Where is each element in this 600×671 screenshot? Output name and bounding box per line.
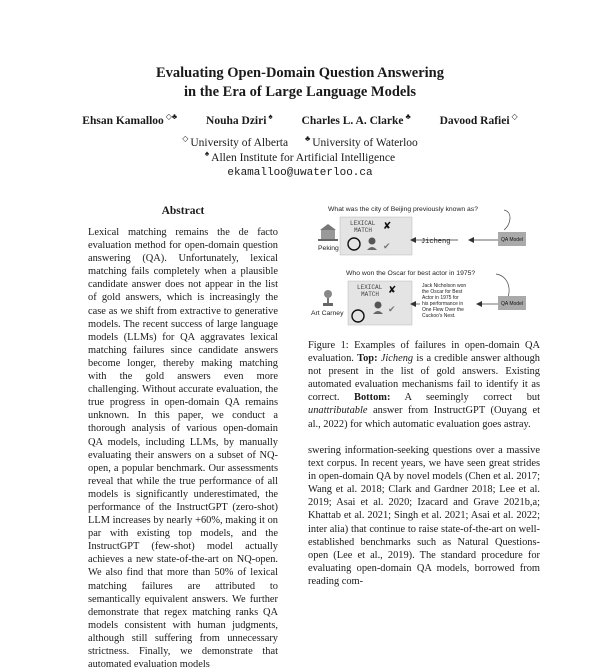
cross-icon: ✘ — [383, 221, 392, 232]
figure-caption: Figure 1: Examples of failures in open-domain QA evaluation. Top: Jicheng is a credible answer although not present in the list of gold answers. Existing automated evaluation mechanisms fail to identify it as correct. Bottom: A seemingly correct but unattributable answer from InstructGPT (Ouyang et al., 2022) for which automatic evaluation goes astray. — [308, 340, 541, 430]
check-icon: ✔ — [388, 304, 396, 314]
intro-paragraph: swering information-seeking questions over a massive text corpus. In recent years, we have seen great strides in open-domain QA by novel models (Chen et al. 2017; Wang et al. 2018; Clark and Gardner 2018; Lee et al. 2019; Asai et al. 2020; Izacard and Grave 2021b,a; Khattab et al. 2021; Singh et al. 2021; Asai et al. 2022; inter alia) that continue to raise state-of-the-art on well-established benchmarks such as Natural Questions-open (Lee et al., 2019). The standard procedure for evaluating open-domain QA models, borrowed from reading com- — [308, 445, 540, 587]
svg-text:the Oscar for Best: the Oscar for Best — [422, 289, 463, 295]
person-icon — [375, 302, 382, 309]
author: Davood Rafiei ◇ — [439, 112, 518, 127]
svg-text:Jack Nicholson won: Jack Nicholson won — [422, 283, 467, 289]
author: Nouha Dziri ♠ — [206, 112, 273, 127]
author: Charles L. A. Clarke ♣ — [301, 112, 411, 127]
qa-model-label: QA Model — [501, 237, 523, 243]
figure-answer-2 — [422, 283, 466, 319]
figure-question-2: Who won the Oscar for best actor in 1975? — [346, 270, 476, 277]
figure-gold-answer-2: Art Carney — [311, 310, 344, 317]
svg-text:Cuckoo's Nest.: Cuckoo's Nest. — [422, 313, 456, 319]
qa-model-label: QA Model — [501, 301, 523, 307]
abstract-heading: Abstract — [161, 205, 205, 217]
lexical-match-label: MATCH — [361, 291, 380, 298]
affiliation-line-2: ♠ Allen Institute for Artificial Intelligence — [204, 149, 396, 164]
svg-text:Actor in 1975 for: Actor in 1975 for — [422, 295, 459, 301]
cross-icon: ✘ — [388, 285, 397, 296]
affiliation: Allen Institute for Artificial Intelligence — [211, 151, 396, 164]
svg-text:his performance in: his performance in — [422, 301, 464, 307]
author: Ehsan Kamalloo ◇♣ — [82, 112, 178, 127]
lexical-match-label: LEXICAL — [350, 220, 376, 227]
figure-gold-answer-1: Peking — [318, 245, 339, 252]
title-line-2: in the Era of Large Language Models — [184, 84, 416, 100]
check-icon: ✔ — [383, 241, 391, 251]
author-list — [0, 112, 600, 127]
abstract-text: Lexical matching remains the de facto evaluation method for open-domain question answering (QA). Unfortunately, lexical matching fails completely when a plausible candidate answer does not appear in the list of gold answers, which is increasingly the case as we shift from extractive to generative models. The recent success of large language models (LLMs) for QA aggravates lexical matching failures since candidate answers become longer, thereby making matching with the gold answers even more challenging. Without accurate evaluation, the true progress in open-domain QA remains unknown. In this paper, we conduct a thorough analysis of various open-domain QA models, including LLMs, by manually evaluating their answers on a subset of NQ-open, a popular benchmark. Our assessments reveal that while the true performance of all models is significantly underestimated, the performance of the InstructGPT (zero-shot) LLM increases by nearly +60%, making it on par with existing top models, and the InstructGPT (few-shot) model actually achieves a new state-of-the-art on NQ-open. We also find that more than 50% of lexical matching failures are attributed to semantically equivalent answers. We further demonstrate that regex matching ranks QA models consistent with human judgments, although still suffering from unnecessary strictness. Finally, we demonstrate that automated evaluation models — [88, 227, 278, 671]
affiliation: University of Waterloo — [312, 136, 418, 149]
affiliation: University of Alberta — [190, 136, 289, 149]
figure-answer-1: Jicheng — [421, 238, 451, 246]
figure-question-1: What was the city of Beijing previously known as? — [328, 206, 478, 213]
affiliation-line-1: ◇ University of Alberta ♣ University of Waterloo — [182, 134, 418, 149]
paper-title — [0, 64, 600, 102]
building-icon — [318, 224, 338, 241]
lexical-match-label: LEXICAL — [357, 284, 383, 291]
title-line-1: Evaluating Open-Domain Question Answering — [155, 65, 445, 81]
svg-text:One Flew Over the: One Flew Over the — [422, 307, 464, 313]
lexical-match-label: MATCH — [354, 227, 373, 234]
author-email[interactable]: ekamalloo@uwaterloo.ca — [227, 167, 373, 179]
figure-1 — [308, 200, 540, 340]
trophy-icon — [323, 290, 333, 306]
person-icon — [369, 238, 376, 245]
